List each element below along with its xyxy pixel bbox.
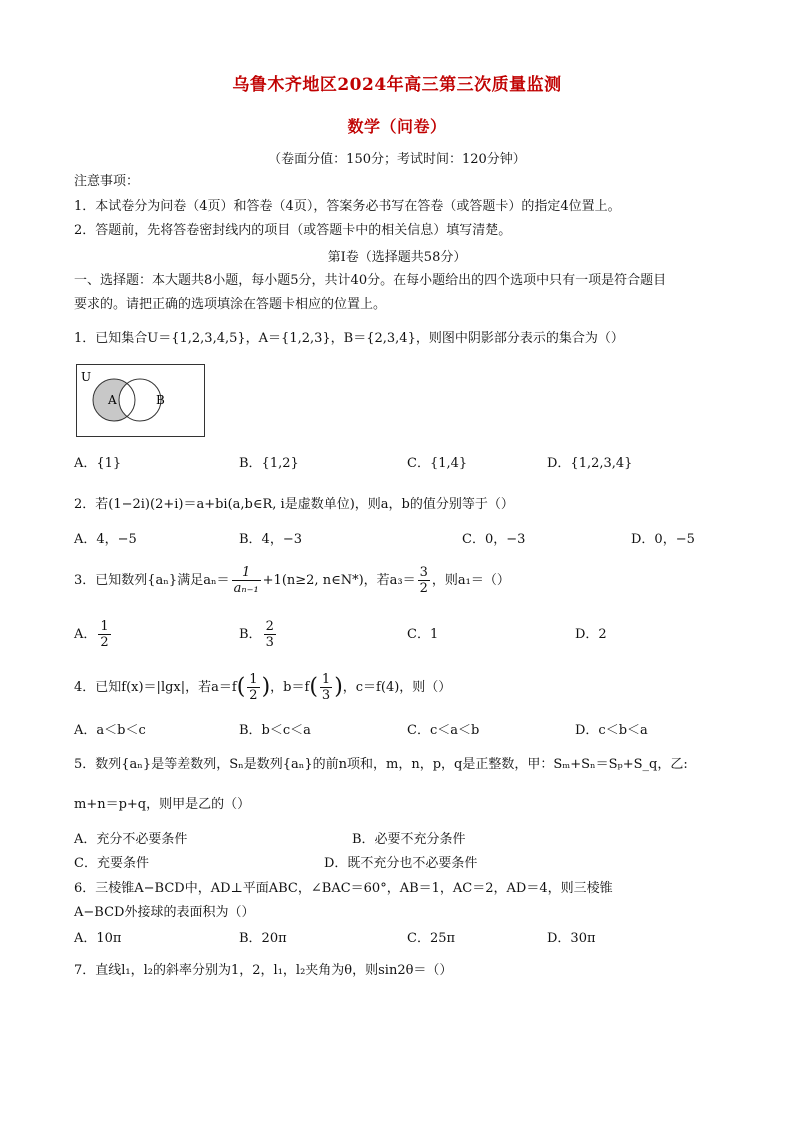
q6-text-1: 6．三棱锥A−BCD中，AD⊥平面ABC，∠BAC＝60°，AB＝1，AC＝2，AD＝4，则三棱锥 [74, 881, 613, 896]
section-instruction-1: 一、选择题：本大题共8小题，每小题5分，共计40分。在每小题给出的四个选项中只有一项是符合题目 [74, 273, 667, 288]
q5-option-d: D．既不充分也不必要条件 [324, 856, 478, 871]
exam-subtitle: 数学（问卷） [347, 117, 447, 136]
q1-option-a: A．{1} [74, 456, 122, 471]
q1-text: 1．已知集合U＝{1,2,3,4,5}，A＝{1,2,3}，B＝{2,3,4}，则图中阴影部分表示的集合为（） [74, 331, 624, 346]
q2-text: 2．若(1−2i)(2+i)＝a+bi(a,b∈R, i是虚数单位)，则a，b的值分别等于（） [74, 497, 514, 512]
q5-option-b: B．必要不充分条件 [352, 832, 466, 847]
q1-option-d: D．{1,2,3,4} [547, 456, 633, 471]
q3-option-b: B． $\frac{2}{3}$ [239, 619, 274, 650]
q3-fraction: $\frac{1}{\text{aₙ₋₁}}$ [233, 565, 259, 596]
venn-label-b: B [156, 393, 165, 407]
q3-option-c: C．1 [407, 627, 439, 642]
q6-option-c: C．25π [407, 931, 456, 946]
q4-option-d: D．c＜b＜a [575, 723, 648, 738]
q6-option-d: D．30π [547, 931, 596, 946]
q3-post: ，则a₁＝（） [431, 573, 510, 588]
venn-diagram [76, 364, 206, 438]
notes-item-2: 2．答题前，先将答卷密封线内的项目（或答题卡中的相关信息）填写清楚。 [74, 223, 512, 238]
q5-text-1: 5．数列{aₙ}是等差数列，Sₙ是数列{aₙ}的前n项和，m，n，p，q是正整数，甲：Sₘ+Sₙ＝Sₚ+S_q，乙: [74, 757, 688, 772]
q4-option-c: C．c＜a＜b [407, 723, 480, 738]
q7-text: 7．直线l₁，l₂的斜率分别为1，2，l₁，l₂夹角为θ，则sin2θ＝（） [74, 963, 453, 978]
q2-option-d: D．0，−5 [631, 532, 695, 547]
q5-text-2: m+n＝p+q，则甲是乙的（） [74, 797, 251, 812]
q3-pre: 3．已知数列{aₙ}满足aₙ＝ [74, 573, 230, 588]
exam-title: 乌鲁木齐地区2024年高三第三次质量监测 [232, 75, 562, 95]
section-heading: 第Ⅰ卷（选择题共58分） [327, 250, 467, 265]
q6-option-a: A．10π [74, 931, 122, 946]
q4-option-a: A．a＜b＜c [74, 723, 146, 738]
q3-text [74, 565, 510, 596]
q1-option-c: C．{1,4} [407, 456, 468, 471]
q3-value-fraction: $\frac{3}{2}$ [419, 565, 428, 596]
q3-option-d: D．2 [575, 627, 607, 642]
q4-option-b: B．b＜c＜a [239, 723, 311, 738]
q2-option-c: C．0，−3 [462, 532, 526, 547]
q5-option-a: A．充分不必要条件 [74, 832, 188, 847]
notes-heading: 注意事项： [74, 174, 140, 189]
q6-text-2: A−BCD外接球的表面积为（） [74, 905, 255, 920]
venn-label-u: U [81, 370, 92, 384]
notes-item-1: 1．本试卷分为问卷（4页）和答卷（4页），答案务必书写在答卷（或答题卡）的指定4位置上。 [74, 199, 621, 214]
q6-option-b: B．20π [239, 931, 287, 946]
q2-option-a: A．4，−5 [74, 532, 137, 547]
q4-text: 4．已知f(x)＝|lgx|，若a＝f( $\frac{1}{2}$ )，b＝f( $\frac{1}{3}$ )，c＝f(4)，则（） [74, 672, 452, 703]
q2-option-b: B．4，−3 [239, 532, 302, 547]
q3-mid: +1(n≥2, n∈N*)，若a₃＝ [262, 573, 416, 588]
q5-option-c: C．充要条件 [74, 856, 149, 871]
exam-info: （卷面分值：150分；考试时间：120分钟） [268, 152, 526, 167]
q1-option-b: B．{1,2} [239, 456, 299, 471]
section-instruction-2: 要求的。请把正确的选项填涂在答题卡相应的位置上。 [74, 297, 387, 312]
q3-option-a: A． $\frac{1}{2}$ [74, 619, 109, 650]
venn-label-a: A [108, 393, 117, 407]
